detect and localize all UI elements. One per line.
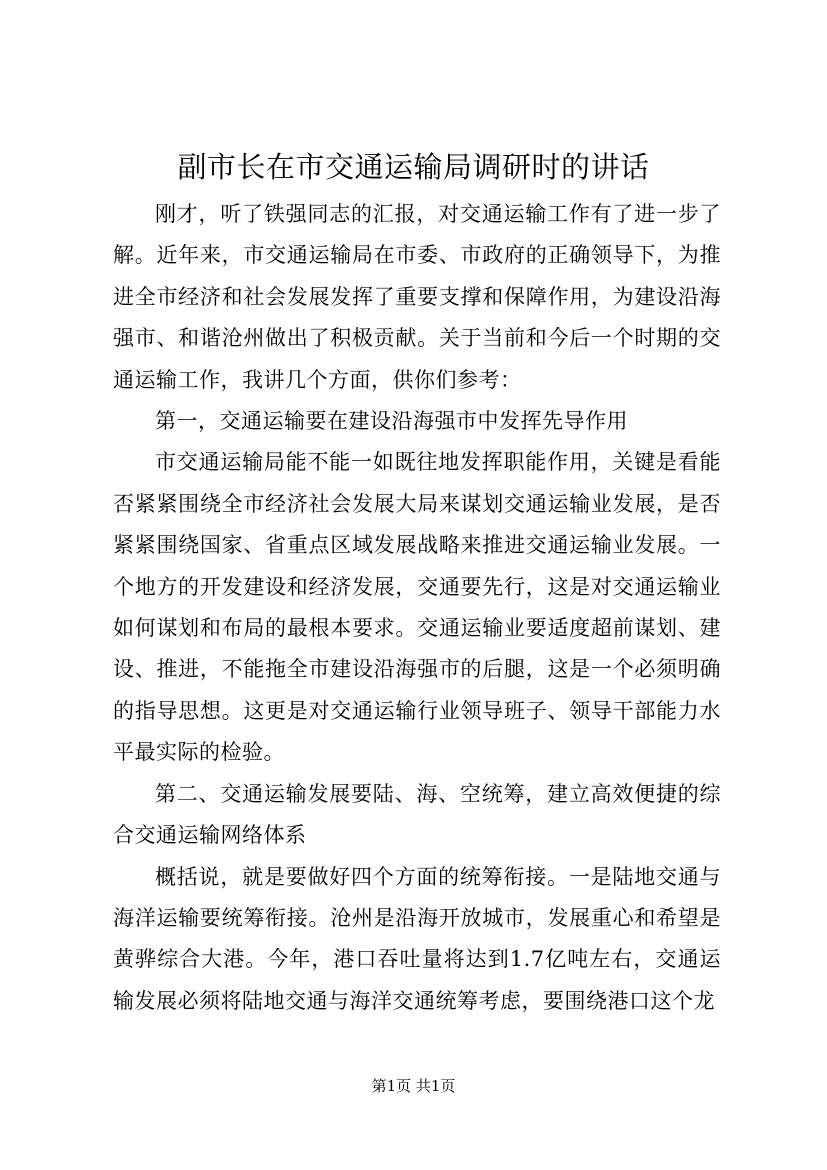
section-heading-1: 第一，交通运输要在建设沿海强市中发挥先导作用 [155, 409, 628, 434]
section-heading-2: 第二、交通运输发展要陆、海、空统筹，建立高效便捷的综合交通运输网络体系 [113, 781, 721, 848]
paragraph-section-2: 概括说，就是要做好四个方面的统筹衔接。一是陆地交通与海洋运输要统筹衔接。沧州是沿海开放城市，发展重心和希望是黄骅综合大港。今年，港口吞吐量将达到1.7亿吨左右，交通运输发展必须将陆地交通与海洋交通统筹考虑，要围绕港口这个龙 [113, 864, 721, 1013]
document-title: 副市长在市交通运输局调研时的讲话 [177, 150, 650, 184]
paragraph-section-1: 市交通运输局能不能一如既往地发挥职能作用，关键是看能否紧紧围绕全市经济社会发展大局来谋划交通运输业发展，是否紧紧围绕国家、省重点区域发展战略来推进交通运输业发展。一个地方的开发建设和经济发展，交通要先行，这是对交通运输业如何谋划和布局的最根本要求。交通运输业要适度超前谋划、建设、推进，不能拖全市建设沿海强市的后腿，这是一个必须明确的指导思想。这更是对交通运输行业领导班子、领导干部能力水平最实际的检验。 [113, 450, 721, 765]
document-body [113, 194, 721, 1022]
paragraph-intro: 刚才，听了铁强同志的汇报，对交通运输工作有了进一步了解。近年来，市交通运输局在市委、市政府的正确领导下，为推进全市经济和社会发展发挥了重要支撑和保障作用，为建设沿海强市、和谐沧州做出了积极贡献。关于当前和今后一个时期的交通运输工作，我讲几个方面，供你们参考： [113, 202, 721, 392]
page-number-footer: 第1页 共1页 [371, 1077, 456, 1095]
